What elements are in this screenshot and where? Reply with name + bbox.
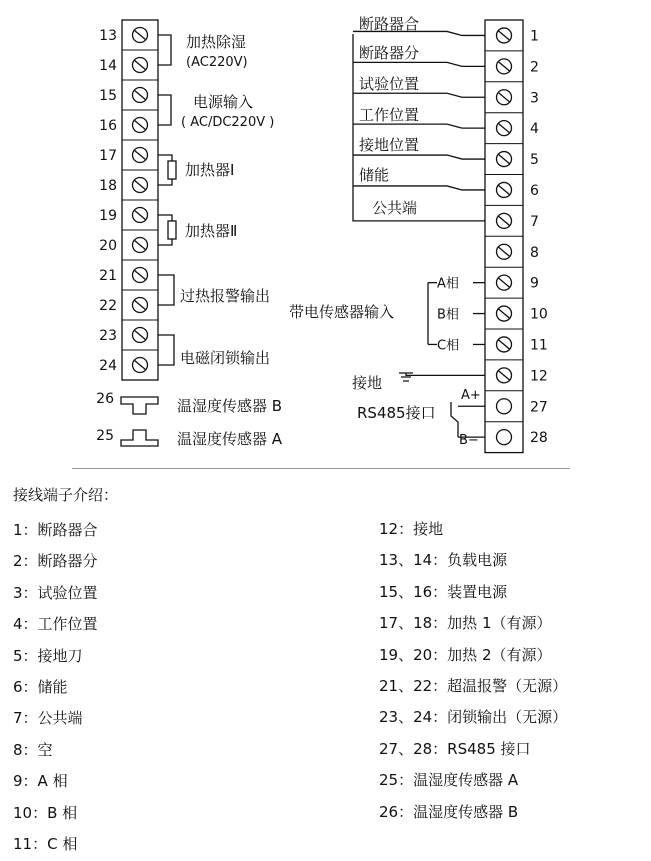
label-b-minus: B− xyxy=(459,433,479,448)
right-terminal-block xyxy=(485,20,548,453)
legend-item: 15、16：装置电源 xyxy=(379,582,508,601)
legend-item: 23、24：闭锁输出（无源） xyxy=(379,708,568,727)
label-heater-1: 加热器Ⅰ xyxy=(185,161,235,179)
status-label: 试验位置 xyxy=(359,75,420,93)
terminal-number: 4 xyxy=(530,121,539,138)
terminal-number: 14 xyxy=(99,58,117,74)
terminal-number: 15 xyxy=(99,88,117,104)
legend-item: 27、28：RS485 接口 xyxy=(379,739,531,758)
label-a-plus: A+ xyxy=(461,388,481,403)
label-rs485: RS485接口 xyxy=(357,404,436,422)
legend-item: 26：温湿度传感器 B xyxy=(379,802,519,821)
screw-slot xyxy=(134,360,146,370)
terminal-number: 6 xyxy=(530,182,539,199)
terminal-number: 9 xyxy=(530,275,539,292)
label-power-input-volt: ( AC/DC220V ) xyxy=(181,115,275,130)
legend-item: 12：接地 xyxy=(379,520,444,538)
label-live-sensor-input: 带电传感器输入 xyxy=(289,303,395,321)
terminal-number: 20 xyxy=(99,238,117,254)
terminal-number: 1 xyxy=(530,28,539,45)
legend-item: 11：C 相 xyxy=(13,835,78,854)
left-terminal-block xyxy=(99,20,158,380)
terminal-number: 16 xyxy=(99,118,117,134)
switch-contact xyxy=(353,155,485,159)
terminal-number: 17 xyxy=(99,148,117,164)
terminal-number: 13 xyxy=(99,28,117,44)
terminal-number: 24 xyxy=(99,358,117,374)
screw-slot xyxy=(134,270,146,280)
legend-item: 21、22：超温报警（无源） xyxy=(379,677,568,696)
screw-slot xyxy=(498,278,510,288)
heater-resistor-icon xyxy=(168,161,176,179)
screw-icon xyxy=(497,399,512,414)
screw-slot xyxy=(134,180,146,190)
ground-wire xyxy=(406,373,485,375)
screw-slot xyxy=(498,154,510,164)
screw-slot xyxy=(134,330,146,340)
bracket-15-16 xyxy=(158,95,171,125)
screw-slot xyxy=(498,92,510,102)
screw-slot xyxy=(498,247,510,257)
legend-item: 6：储能 xyxy=(13,678,68,697)
legend-item: 19、20：加热 2（有源） xyxy=(379,645,552,664)
terminal-number: 2 xyxy=(530,59,539,76)
legend-item: 25：温湿度传感器 A xyxy=(379,771,519,790)
legend-item: 1：断路器合 xyxy=(13,521,98,539)
bracket-21-22 xyxy=(158,275,174,305)
screw-slot xyxy=(498,339,510,349)
status-label: 接地位置 xyxy=(359,136,420,154)
sensor-b-number: 26 xyxy=(96,391,114,407)
heater-resistor-icon xyxy=(168,221,176,239)
sensor-a-connector-icon xyxy=(121,430,158,446)
screw-slot xyxy=(134,240,146,250)
screw-slot xyxy=(498,309,510,319)
terminal-number: 12 xyxy=(530,368,548,385)
sensor-b-connector-icon xyxy=(121,397,158,414)
screw-slot xyxy=(134,90,146,100)
legend-item: 17、18：加热 1（有源） xyxy=(379,614,552,633)
bracket-13-14 xyxy=(158,35,171,65)
legend-title: 接线端子介绍： xyxy=(13,486,119,504)
label-phase-b: B相 xyxy=(437,307,459,323)
status-label: 工作位置 xyxy=(359,106,420,124)
terminal-number: 11 xyxy=(530,337,548,354)
screw-slot xyxy=(498,61,510,71)
sensor-b-label: 温湿度传感器 B xyxy=(177,397,283,415)
terminal-number: 8 xyxy=(530,244,539,261)
terminal-number: 5 xyxy=(530,152,539,169)
legend-item: 13、14：负载电源 xyxy=(379,551,508,570)
terminal-number: 19 xyxy=(99,208,117,224)
terminal-number: 10 xyxy=(530,306,548,323)
screw-slot xyxy=(134,150,146,160)
switch-contact xyxy=(353,62,485,66)
label-common: 公共端 xyxy=(372,199,418,217)
screw-slot xyxy=(498,370,510,380)
terminal-number: 28 xyxy=(530,430,548,447)
label-heater-2: 加热器Ⅱ xyxy=(185,222,238,240)
legend-item: 5：接地刀 xyxy=(13,646,83,665)
legend-item: 3：试验位置 xyxy=(13,583,98,602)
label-overheat-alarm: 过热报警输出 xyxy=(180,287,271,305)
terminal-number: 3 xyxy=(530,90,539,107)
screw-slot xyxy=(134,300,146,310)
screw-slot xyxy=(134,60,146,70)
status-label: 断路器合 xyxy=(359,15,420,33)
legend-left-column xyxy=(13,515,98,860)
label-em-lock: 电磁闭锁输出 xyxy=(180,349,271,367)
legend-item: 2：断路器分 xyxy=(13,552,98,571)
legend-right-column xyxy=(379,514,567,828)
switch-contact xyxy=(353,93,485,97)
label-heat-dehumid: 加热除湿 xyxy=(186,33,247,51)
terminal-number: 22 xyxy=(99,298,117,314)
wires xyxy=(121,31,485,446)
legend-item: 8：空 xyxy=(13,740,53,759)
label-ground: 接地 xyxy=(352,374,383,392)
legend-item: 10：B 相 xyxy=(13,803,78,822)
legend-item: 4：工作位置 xyxy=(13,615,98,634)
screw-slot xyxy=(134,30,146,40)
terminal-number: 23 xyxy=(99,328,117,344)
screw-slot xyxy=(498,30,510,40)
label-phase-a: A相 xyxy=(437,276,459,292)
status-label: 储能 xyxy=(359,166,390,184)
terminal-number: 18 xyxy=(99,178,117,194)
label-heat-dehumid-volt: (AC220V) xyxy=(186,55,248,70)
sensor-a-number: 25 xyxy=(96,428,114,444)
rs485-bracket xyxy=(451,402,458,437)
switch-contact xyxy=(353,124,485,128)
terminal-number: 21 xyxy=(99,268,117,284)
terminal-number: 7 xyxy=(530,213,539,230)
terminal-number: 27 xyxy=(530,399,548,416)
sensor-a-label: 温湿度传感器 A xyxy=(177,430,283,448)
screw-slot xyxy=(498,123,510,133)
bracket-23-24 xyxy=(158,335,174,365)
screw-slot xyxy=(498,185,510,195)
switch-contact xyxy=(353,186,485,190)
screw-slot xyxy=(134,120,146,130)
divider xyxy=(72,468,570,469)
legend-item: 7：公共端 xyxy=(13,709,83,728)
label-phase-c: C相 xyxy=(437,338,460,354)
status-label: 断路器分 xyxy=(359,44,420,62)
screw-icon xyxy=(497,430,512,445)
legend-item: 9：A 相 xyxy=(13,772,68,791)
screw-slot xyxy=(134,210,146,220)
screw-slot xyxy=(498,216,510,226)
label-power-input: 电源输入 xyxy=(193,93,254,111)
